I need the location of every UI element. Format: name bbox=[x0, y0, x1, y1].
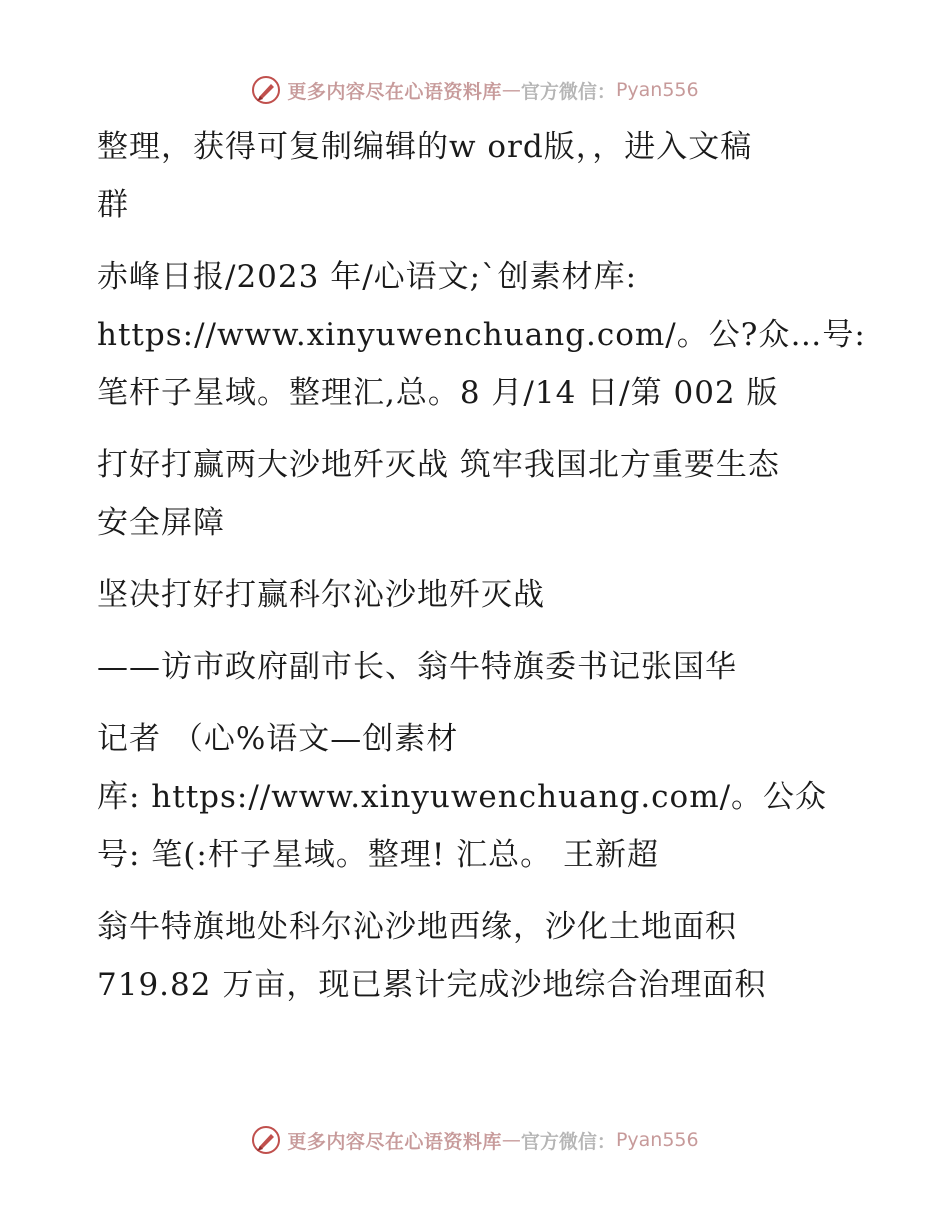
paragraph bbox=[97, 638, 857, 696]
text-line: 719.82 万亩，现已累计完成沙地综合治理面积 bbox=[97, 967, 767, 1003]
text-line: 库: https://www.xinyuwenchuang.com/。公众 bbox=[97, 779, 828, 815]
text-line: 赤峰日报/2023 年/心语文;`创素材库: bbox=[97, 259, 638, 295]
pen-logo-icon bbox=[251, 1125, 281, 1155]
text-line: 笔杆子星域。整理汇,总。8 月/14 日/第 002 版 bbox=[97, 375, 779, 411]
pen-logo-icon bbox=[251, 75, 281, 105]
text-line: 整理，获得可复制编辑的w ord版，，进入文稿 bbox=[97, 129, 753, 165]
watermark-id: Pyan556 bbox=[615, 79, 699, 101]
paragraph bbox=[97, 898, 857, 1014]
paragraph bbox=[97, 566, 857, 624]
watermark-footer bbox=[0, 1120, 950, 1160]
watermark-header bbox=[0, 70, 950, 110]
watermark-dash: — bbox=[501, 79, 521, 101]
document-body bbox=[97, 118, 866, 1028]
watermark-text: 更多内容尽在心语资料库 bbox=[287, 80, 502, 103]
text-line: 打好打赢两大沙地歼灭战 筑牢我国北方重要生态 bbox=[97, 447, 780, 483]
paragraph bbox=[97, 118, 857, 234]
text-line: 坚决打好打赢科尔沁沙地歼灭战 bbox=[97, 577, 545, 613]
watermark-text: 更多内容尽在心语资料库 bbox=[287, 1130, 502, 1153]
watermark-dash: — bbox=[501, 1129, 521, 1151]
paragraph bbox=[97, 248, 866, 422]
paragraph bbox=[97, 710, 857, 884]
paragraph bbox=[97, 436, 857, 552]
text-line: 翁牛特旗地处科尔沁沙地西缘，沙化土地面积 bbox=[97, 909, 737, 945]
text-line: https://www.xinyuwenchuang.com/。公?众…号: bbox=[97, 317, 866, 353]
watermark-sub: 官方微信： bbox=[520, 1130, 616, 1153]
text-line: 群 bbox=[97, 187, 129, 223]
watermark-id: Pyan556 bbox=[615, 1129, 699, 1151]
text-line: 记者 （心%语文—创素材 bbox=[97, 721, 459, 757]
text-line: 号: 笔(:杆子星域。整理! 汇总。 王新超 bbox=[97, 837, 660, 873]
text-line: ——访市政府副市长、翁牛特旗委书记张国华 bbox=[97, 649, 737, 685]
watermark-sub: 官方微信： bbox=[520, 80, 616, 103]
text-line: 安全屏障 bbox=[97, 505, 225, 541]
